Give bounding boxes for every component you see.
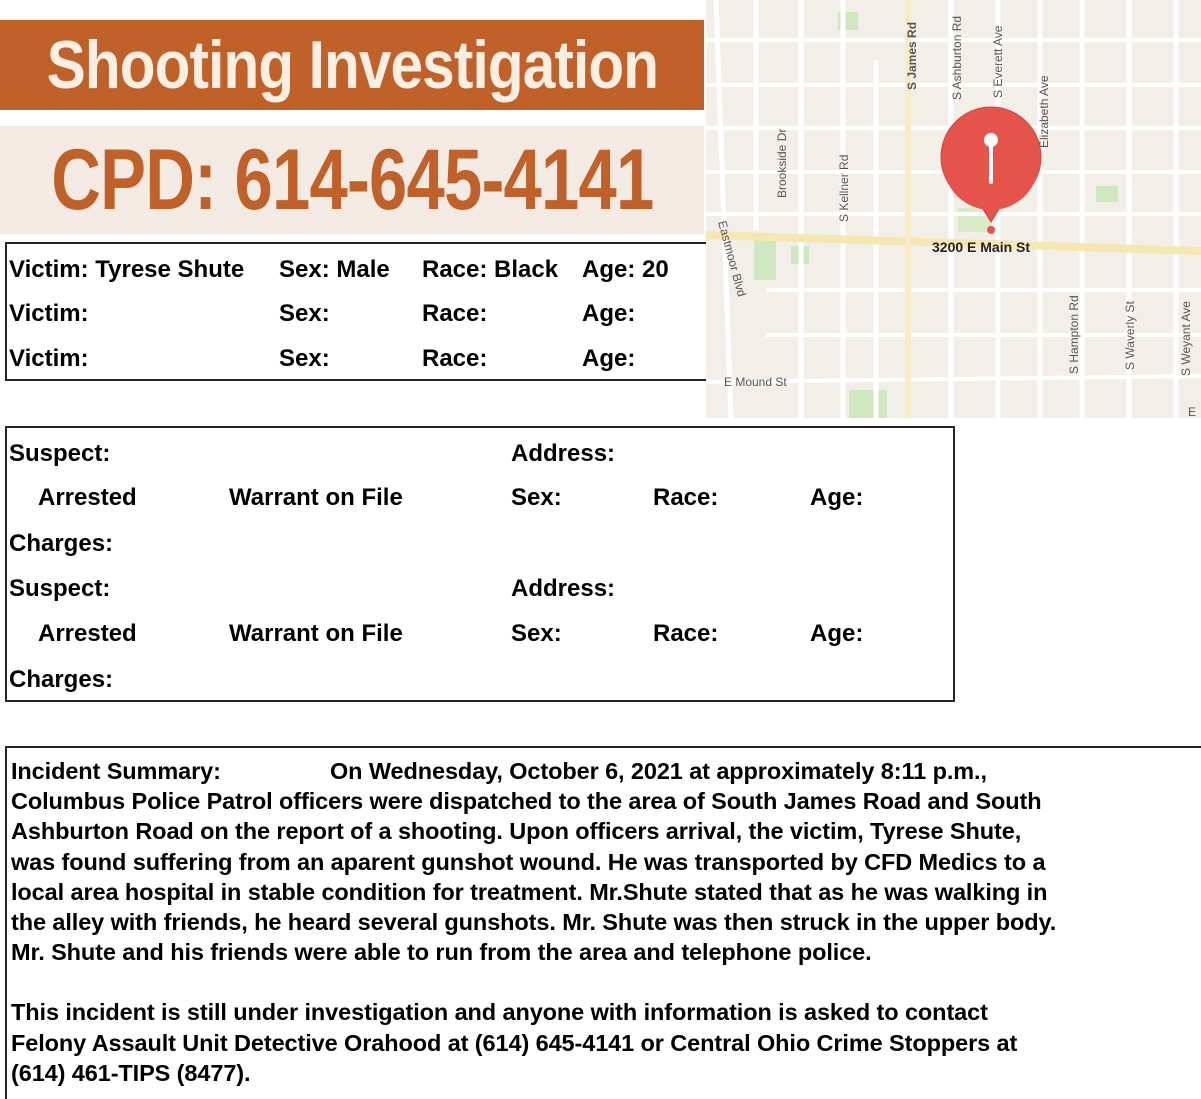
street-label: S Hampton Rd	[1067, 295, 1081, 374]
suspect-race: Race:	[653, 484, 719, 511]
incident-summary	[5, 746, 1201, 1099]
suspect-sex: Sex:	[511, 484, 562, 511]
summary-line: was found suffering from an aparent gunshot wound. He was transported by CFD Medics to a	[11, 848, 1046, 875]
victim-age: Age: 20	[582, 256, 669, 283]
victim-race: Race:	[422, 345, 488, 372]
street-label: S Everett Ave	[991, 25, 1005, 98]
arrested-field: Arrested	[38, 620, 137, 647]
summary-line	[11, 756, 1201, 786]
victim-sex: Sex: Male	[279, 256, 390, 283]
victim-age: Age:	[582, 345, 636, 372]
warrant-field: Warrant on File	[229, 484, 403, 511]
suspect-address: Address:	[511, 575, 616, 602]
victims-table	[5, 242, 708, 381]
summary-line: Mr. Shute and his friends were able to run from the area and telephone police.	[11, 939, 872, 966]
victim-name: Victim: Tyrese Shute	[9, 256, 245, 283]
park-area	[849, 390, 887, 418]
arrested-field: Arrested	[38, 484, 137, 511]
victim-name: Victim:	[9, 300, 89, 327]
summary-label: Incident Summary:	[11, 758, 221, 784]
closing-line: (614) 461-TIPS (8477).	[11, 1059, 251, 1086]
summary-body	[11, 756, 1201, 1088]
street-label: Eastmoor Blvd	[715, 219, 749, 299]
street-label: S Weyant Ave	[1179, 301, 1193, 376]
suspect-charges: Charges:	[9, 666, 114, 693]
summary-first-line: On Wednesday, October 6, 2021 at approximately 8:11 p.m.,	[330, 758, 987, 784]
map-canvas	[706, 0, 1201, 418]
title-text: Shooting Investigation	[46, 27, 658, 103]
suspect-name: Suspect:	[9, 575, 111, 602]
closing-line: This incident is still under investigation and anyone with information is asked to contact	[11, 999, 988, 1026]
suspects-table	[5, 426, 955, 702]
park-area	[1096, 186, 1118, 202]
street-label: S Kellner Rd	[837, 154, 851, 222]
suspect-sex: Sex:	[511, 620, 562, 647]
summary-line: Columbus Police Patrol officers were dispatched to the area of South James Road and South	[11, 788, 1042, 815]
phone-number: CPD: 614-645-4141	[50, 131, 654, 228]
suspect-name: Suspect:	[9, 440, 111, 467]
closing-line: Felony Assault Unit Detective Orahood at (614) 645-4141 or Central Ohio Crime Stoppers at	[11, 1029, 1018, 1056]
street-label: S Waverly St	[1123, 301, 1137, 370]
victim-name: Victim:	[9, 345, 89, 372]
summary-line: Ashburton Road on the report of a shooting. Upon officers arrival, the victim, Tyrese Shute,	[11, 818, 1022, 845]
victim-race: Race: Black	[422, 256, 559, 283]
pin-address-label: 3200 E Main St	[932, 239, 1031, 255]
warrant-field: Warrant on File	[229, 620, 403, 647]
paragraph-gap	[11, 967, 1201, 997]
victim-race: Race:	[422, 300, 488, 327]
street-label: E	[1188, 405, 1197, 418]
street-label: Elizabeth Ave	[1037, 75, 1051, 148]
suspect-charges: Charges:	[9, 530, 114, 557]
victim-sex: Sex:	[279, 345, 330, 372]
location-map[interactable]	[706, 0, 1201, 418]
street-label: S James Rd	[905, 21, 919, 90]
phone-banner	[0, 126, 704, 234]
suspect-age: Age:	[810, 620, 864, 647]
suspect-age: Age:	[810, 484, 864, 511]
street-label: E Mound St	[724, 375, 787, 389]
victim-sex: Sex:	[279, 300, 330, 327]
suspect-race: Race:	[653, 620, 719, 647]
park-area	[754, 240, 776, 280]
summary-line: local area hospital in stable condition for treatment. Mr.Shute stated that as he was walking in	[11, 878, 1048, 905]
street-label: Brookside Dr	[775, 128, 789, 198]
victim-age: Age:	[582, 300, 636, 327]
summary-line: the alley with friends, he heard several gunshots. Mr. Shute was then struck in the upper body.	[11, 909, 1057, 936]
suspect-address: Address:	[511, 440, 616, 467]
street-label: S Ashburton Rd	[950, 15, 964, 100]
title-banner	[0, 20, 704, 110]
